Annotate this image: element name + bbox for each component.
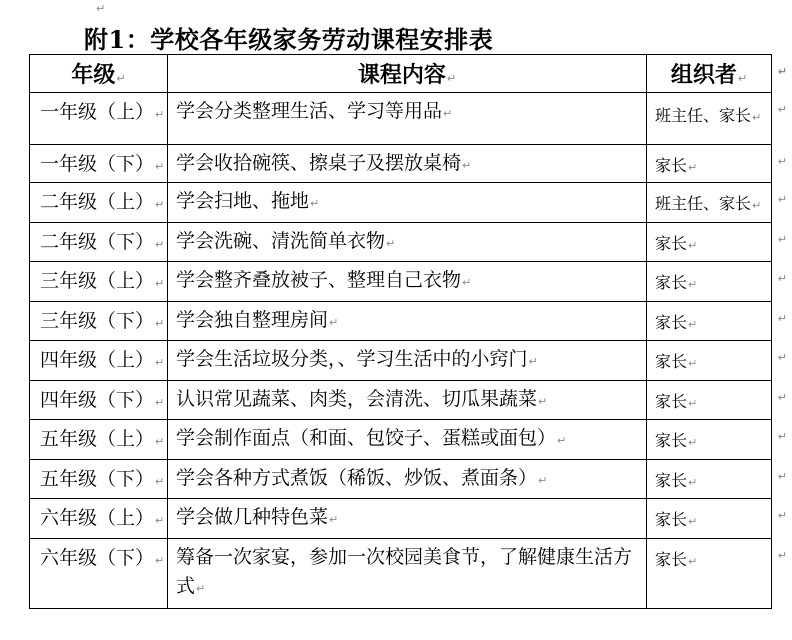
- row-end-mark: ↵: [777, 351, 787, 364]
- table-row: [30, 262, 772, 302]
- paragraph-mark: ↵: [688, 476, 698, 489]
- header-organizer: 组织者↵ ↵: [647, 55, 772, 93]
- table-row: [30, 145, 772, 183]
- content-cell: 学会分类整理生活、学习等用品↵: [168, 93, 647, 145]
- paragraph-mark: ↵: [688, 278, 698, 291]
- table-row: [30, 302, 772, 341]
- grade-cell: 三年级（下）↵: [30, 302, 168, 341]
- paragraph-mark: ↵: [737, 72, 748, 85]
- content-cell: 学会扫地、拖地↵: [168, 183, 647, 223]
- paragraph-mark: ↵: [688, 555, 698, 568]
- paragraph-mark: ↵: [538, 395, 548, 408]
- table-row: [30, 460, 772, 499]
- paragraph-mark: ↵: [688, 397, 698, 410]
- paragraph-mark: ↵: [196, 582, 206, 595]
- paragraph-mark: ↵: [329, 316, 339, 329]
- organizer-cell: 家长↵ ↵: [647, 262, 772, 302]
- row-end-mark: ↵: [777, 65, 787, 78]
- paragraph-mark: ↵: [155, 198, 165, 211]
- paragraph-mark: ↵: [462, 276, 472, 289]
- table-row: [30, 381, 772, 420]
- content-cell: 学会整齐叠放被子、整理自己衣物↵: [168, 262, 647, 302]
- page-title: 附1：学校各年级家务劳动课程安排表: [84, 25, 494, 54]
- content-cell: 认识常见蔬菜、肉类，会清洗、切瓜果蔬菜↵: [168, 381, 647, 420]
- content-cell: 筹备一次家宴，参加一次校园美食节，了解健康生活方式↵: [168, 539, 647, 609]
- grade-cell: 六年级（上）↵: [30, 499, 168, 539]
- paragraph-mark: ↵: [688, 515, 698, 528]
- content-cell: 学会独自整理房间↵: [168, 302, 647, 341]
- grade-cell: 一年级（上）↵: [30, 93, 168, 145]
- paragraph-mark: ↵: [528, 355, 538, 368]
- row-end-mark: ↵: [777, 470, 787, 483]
- grade-cell: 一年级（下）↵: [30, 145, 168, 183]
- grade-cell: 六年级（下）↵: [30, 539, 168, 609]
- paragraph-mark: ↵: [310, 197, 320, 210]
- paragraph-mark: ↵: [155, 356, 165, 369]
- content-cell: 学会洗碗、清洗简单衣物↵: [168, 223, 647, 262]
- row-end-mark: ↵: [777, 391, 787, 404]
- paragraph-mark: ↵: [116, 72, 126, 85]
- row-end-mark: ↵: [777, 430, 787, 443]
- course-schedule-table: [29, 54, 787, 609]
- paragraph-mark: ↵: [155, 554, 165, 567]
- paragraph-mark: ↵: [155, 317, 165, 330]
- organizer-cell: 家长↵ ↵: [647, 539, 772, 609]
- paragraph-mark: ↵: [752, 111, 762, 124]
- table-row: [30, 93, 772, 145]
- paragraph-mark: ↵: [752, 199, 762, 212]
- paragraph-mark: ↵: [155, 238, 165, 251]
- paragraph-mark: ↵: [155, 108, 165, 121]
- row-end-mark: ↵: [777, 549, 787, 562]
- grade-cell: 三年级（上）↵: [30, 262, 168, 302]
- paragraph-mark: ↵: [329, 513, 339, 526]
- paragraph-mark: ↵: [96, 2, 106, 15]
- table-row: [30, 499, 772, 539]
- paragraph-mark: ↵: [155, 277, 165, 290]
- grade-cell: 四年级（上）↵: [30, 341, 168, 381]
- paragraph-mark: ↵: [155, 514, 165, 527]
- grade-cell: 五年级（上）↵: [30, 420, 168, 460]
- paragraph-mark: ↵: [446, 72, 457, 85]
- table-row: [30, 420, 772, 460]
- header-grade: 年级↵: [30, 55, 168, 93]
- content-cell: 学会生活垃圾分类，、学习生活中的小窍门↵: [168, 341, 647, 381]
- paragraph-mark: ↵: [155, 160, 165, 173]
- content-cell: 学会做几种特色菜↵: [168, 499, 647, 539]
- paragraph-mark: ↵: [155, 396, 165, 409]
- table-header-row: [30, 55, 772, 93]
- grade-cell: 二年级（上）↵: [30, 183, 168, 223]
- grade-cell: 二年级（下）↵: [30, 223, 168, 262]
- paragraph-mark: ↵: [155, 435, 165, 448]
- organizer-cell: 家长↵ ↵: [647, 341, 772, 381]
- row-end-mark: ↵: [777, 233, 787, 246]
- table-row: [30, 183, 772, 223]
- row-end-mark: ↵: [777, 193, 787, 206]
- row-end-mark: ↵: [777, 312, 787, 325]
- content-cell: 学会收拾碗筷、擦桌子及摆放桌椅↵: [168, 145, 647, 183]
- row-end-mark: ↵: [777, 272, 787, 285]
- paragraph-mark: ↵: [688, 436, 698, 449]
- grade-cell: 四年级（下）↵: [30, 381, 168, 420]
- table-row: [30, 223, 772, 262]
- organizer-cell: 班主任、家长↵ ↵: [647, 93, 772, 145]
- organizer-cell: 家长↵ ↵: [647, 302, 772, 341]
- paragraph-mark: ↵: [557, 434, 567, 447]
- paragraph-mark: ↵: [538, 474, 548, 487]
- organizer-cell: 家长↵ ↵: [647, 460, 772, 499]
- header-content: 课程内容↵: [168, 55, 647, 93]
- grade-cell: 五年级（下）↵: [30, 460, 168, 499]
- paragraph-mark: ↵: [688, 161, 698, 174]
- row-end-mark: ↵: [777, 155, 787, 168]
- paragraph-mark: ↵: [386, 237, 396, 250]
- paragraph-mark: ↵: [462, 159, 472, 172]
- table-row: [30, 341, 772, 381]
- organizer-cell: 家长↵ ↵: [647, 145, 772, 183]
- paragraph-mark: ↵: [155, 475, 165, 488]
- organizer-cell: 家长↵ ↵: [647, 499, 772, 539]
- row-end-mark: ↵: [777, 103, 787, 116]
- content-cell: 学会制作面点（和面、包饺子、蛋糕或面包）↵: [168, 420, 647, 460]
- paragraph-mark: ↵: [688, 239, 698, 252]
- paragraph-mark: ↵: [688, 318, 698, 331]
- table-row: [30, 539, 772, 609]
- organizer-cell: 家长↵ ↵: [647, 381, 772, 420]
- organizer-cell: 家长↵ ↵: [647, 223, 772, 262]
- organizer-cell: 家长↵ ↵: [647, 420, 772, 460]
- content-cell: 学会各种方式煮饭（稀饭、炒饭、煮面条）↵: [168, 460, 647, 499]
- row-end-mark: ↵: [777, 509, 787, 522]
- paragraph-mark: ↵: [443, 107, 453, 120]
- paragraph-mark: ↵: [688, 357, 698, 370]
- organizer-cell: 班主任、家长↵ ↵: [647, 183, 772, 223]
